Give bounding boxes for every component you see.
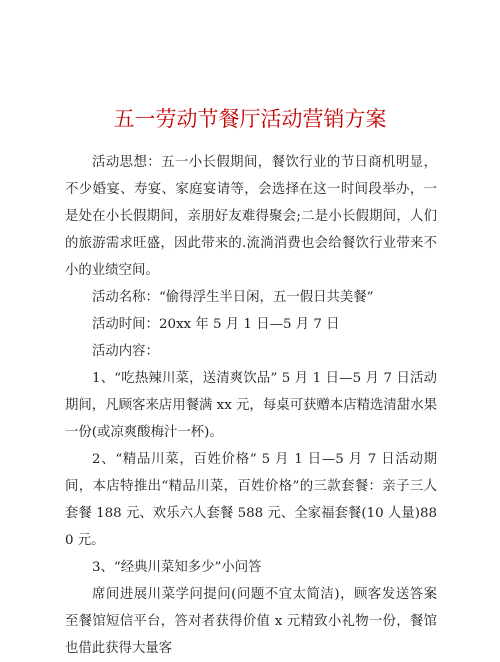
paragraph-activity-time: 活动时间：20xx 年 5 月 1 日—5 月 7 日 [92,317,340,332]
paragraph-item-3-heading: 3、“经典川菜知多少”小问答 [92,560,262,575]
paragraph-item-3-detail: 席间进展川菜学问提问(问题不宜太简洁)，顾客发送答案至餐馆短信平台，答对者获得价值 x 元精致小礼物一份，餐馆也借此获得大量客 [65,587,437,656]
paragraph-activity-name: 活动名称：“偷得浮生半日闲，五一假日共美餐” [92,290,374,305]
document-body [65,149,437,662]
document-title: 五一劳动节餐厅活动营销方案 [113,107,387,131]
paragraph-activity-idea: 活动思想：五一小长假期间，餐饮行业的节日商机明显，不少婚宴、寿宴、家庭宴请等，会选择在这一时间段举办，一是处在小长假期间，亲朋好友难得聚会;二是小长假期间，人们的旅游需求旺盛，因此带来的.流淌消费也会给餐饮行业带来不小的业绩空间。 [65,155,437,278]
paragraph-item-2: 2、“精品川菜，百姓价格” 5 月 1 日—5 月 7 日活动期间，本店特推出“精品川菜，百姓价格”的三款套餐：亲子三人套餐 188 元、欢乐六人套餐 588 元、全家福套餐(10 人量)880 元。 [65,452,437,548]
paragraph-activity-content-heading: 活动内容： [92,344,159,359]
paragraph-item-1: 1、“吃热辣川菜，送清爽饮品” 5 月 1 日—5 月 7 日活动期间，凡顾客来店用餐满 xx 元，每桌可获赠本店精选清甜水果一份(或凉爽酸梅汁一杯)。 [65,371,437,440]
